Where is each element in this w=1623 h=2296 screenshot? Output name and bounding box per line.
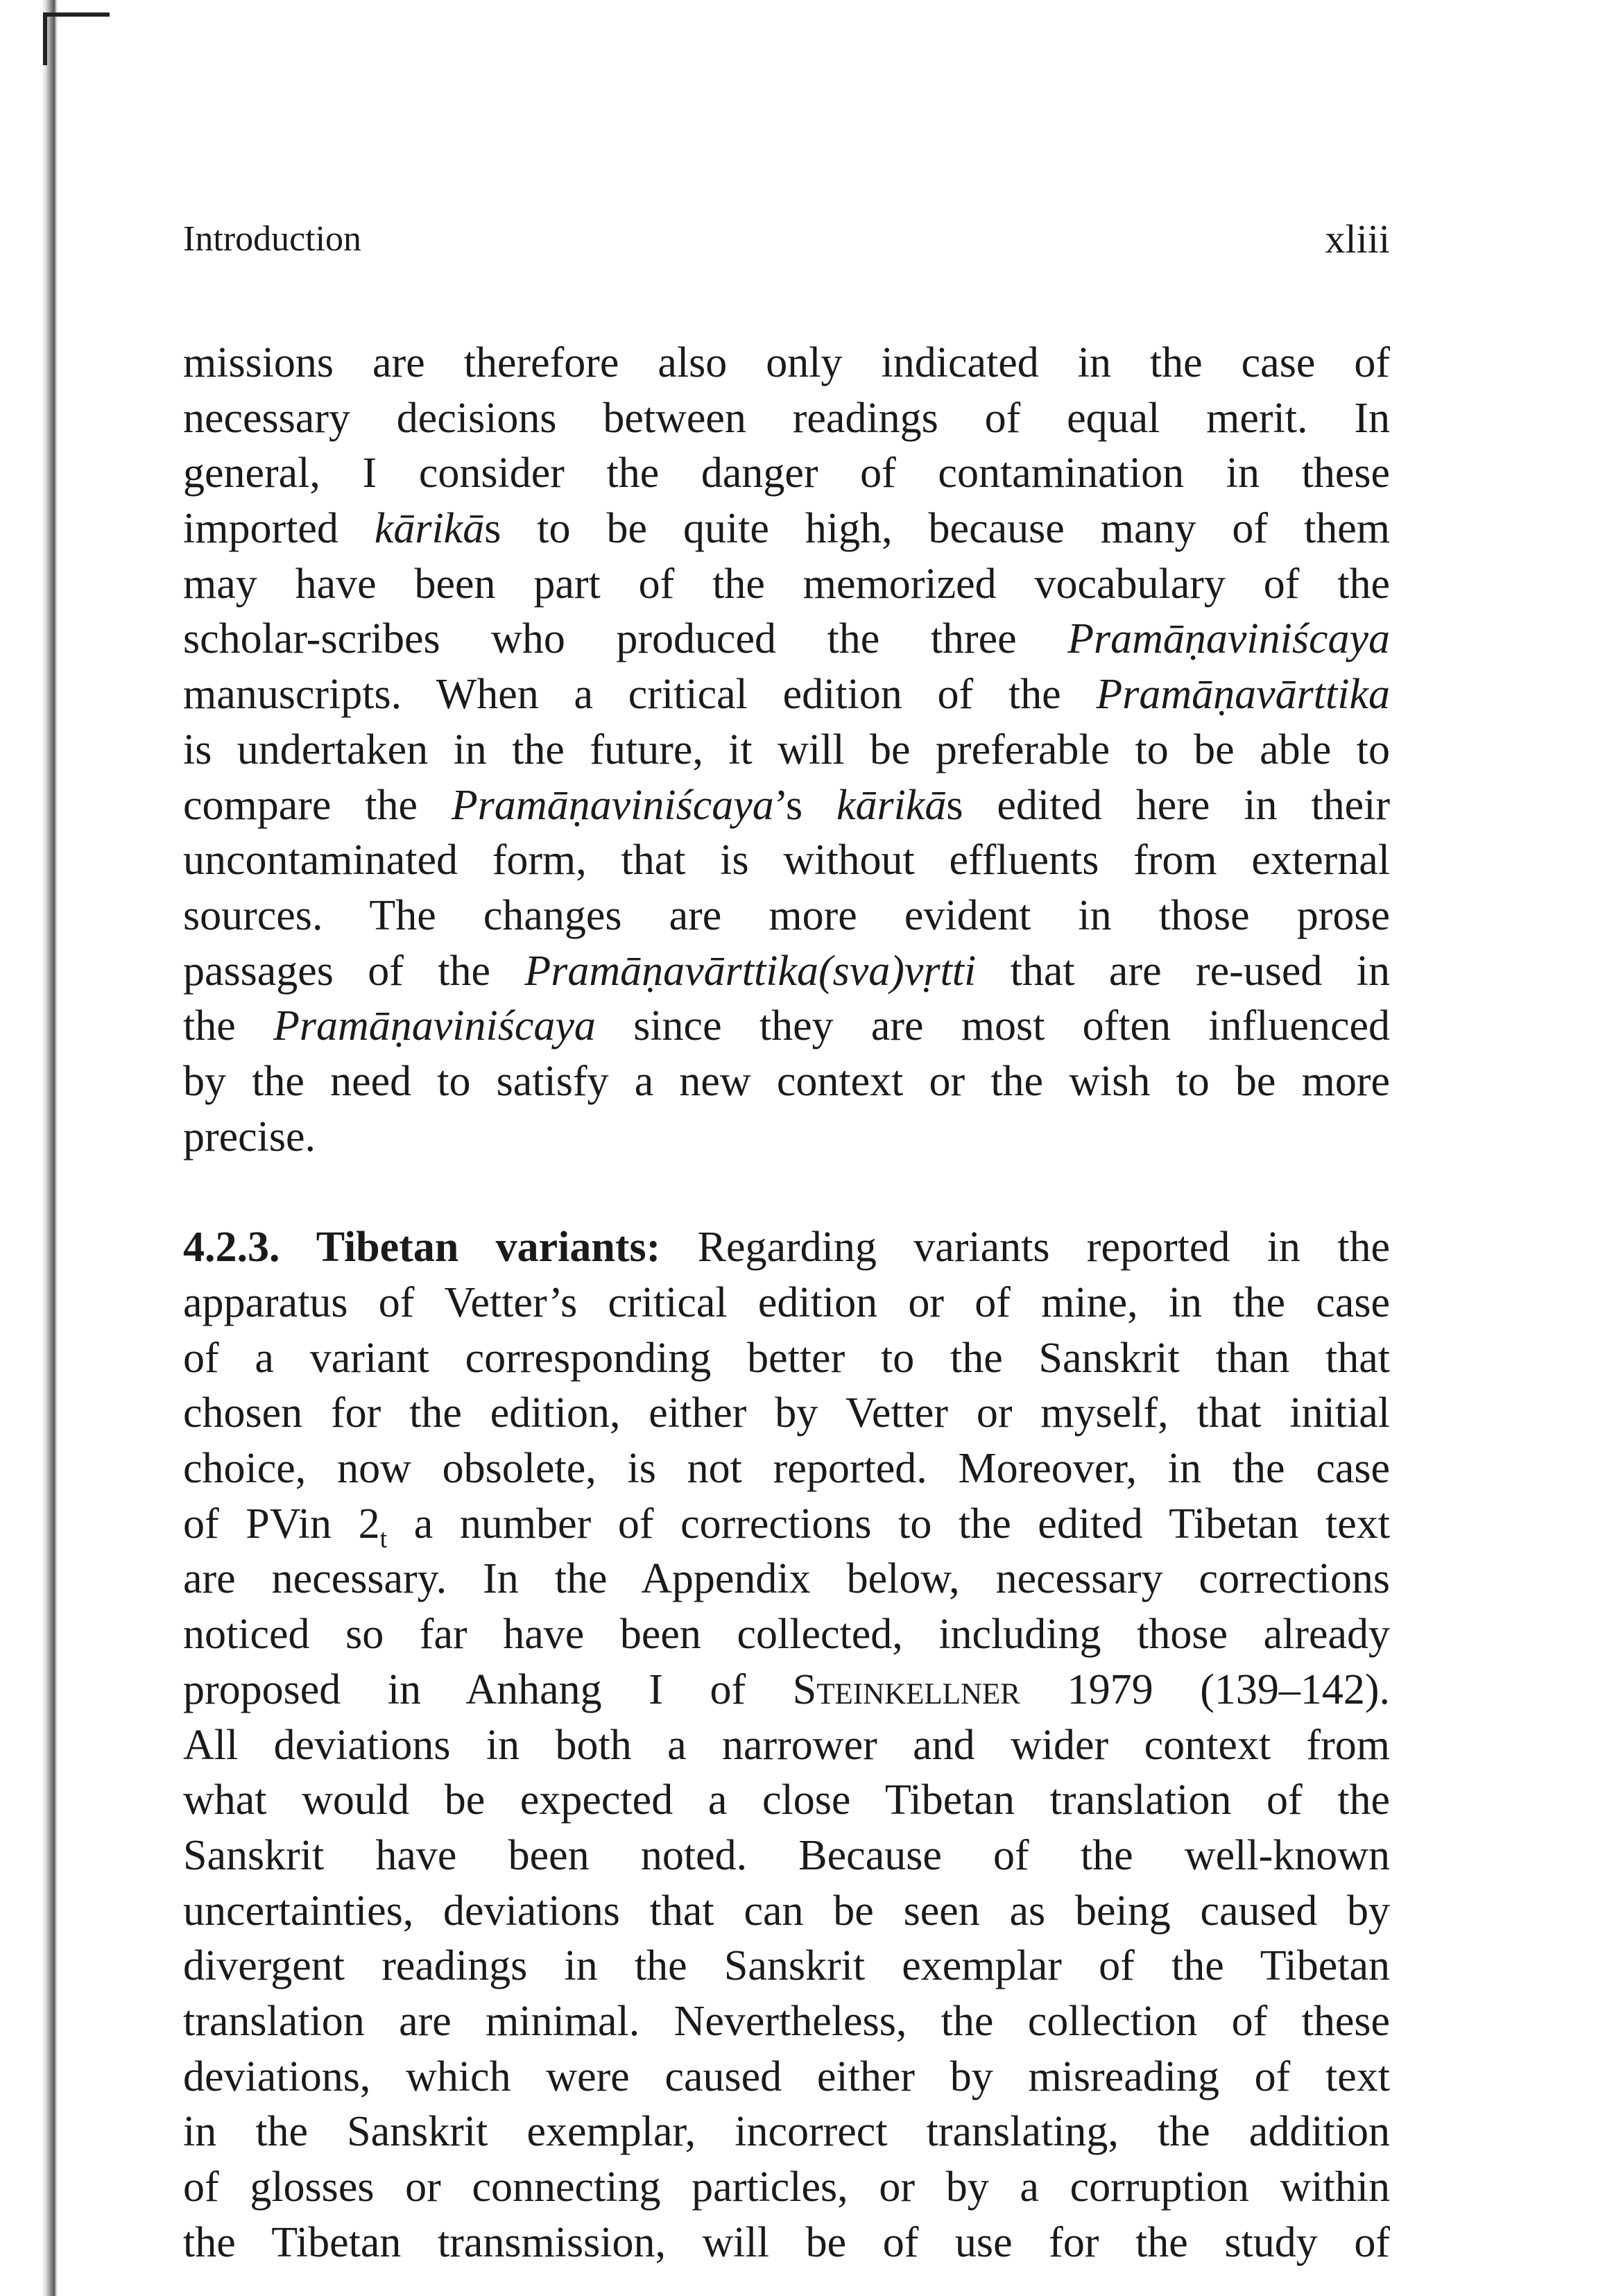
text-line: may have been part of the memorized vocabulary of the [183,560,1390,608]
text-line: deviations, which were caused either by misreading of text [183,2053,1390,2100]
text-line: missions are therefore also only indicated in the case of [183,339,1390,386]
text-line: manuscripts. When a critical edition of the Pramāṇavārttika [183,671,1390,719]
text-line: choice, now obsolete, is not reported. Moreover, in the case [183,1445,1390,1493]
running-head [183,208,1390,271]
text-line: sources. The changes are more evident in those prose [183,891,1390,939]
paragraph-2 [183,1220,1390,2270]
section-title: Introduction [183,219,362,259]
text-line: scholar-scribes who produced the three Pramāṇaviniścaya [183,615,1390,663]
text-line: chosen for the edition, either by Vetter or myself, that initial [183,1389,1390,1437]
text-line: translation are minimal. Nevertheless, the collection of these [183,1997,1390,2045]
text-line: the Pramāṇaviniścaya since they are most often influenced [183,1002,1390,1050]
text-line: general, I consider the danger of contamination in these [183,449,1390,497]
text-line: proposed in Anhang I of Steinkellner 1979 (139–142). [183,1665,1390,1713]
text-line: of PVin $2_t$ a number of corrections to the edited Tibetan text [183,1500,1390,1552]
text-line: compare the Pramāṇaviniścaya’s kārikās edited here in their [183,781,1390,829]
scan-corner-mark [43,12,110,65]
text-line: divergent readings in the Sanskrit exemplar of the Tibetan [183,1942,1390,1990]
author-citation: Steinkellner [792,1665,1020,1713]
text-line: in the Sanskrit exemplar, incorrect translating, the addition [183,2108,1390,2156]
text-line: passages of the Pramāṇavārttika(sva)vṛtti that are re-used in [183,947,1390,995]
text-line: the Tibetan transmission, will be of use for the study of [183,2218,1390,2266]
text-line: are necessary. In the Appendix below, necessary corrections [183,1555,1390,1603]
text-line: apparatus of Vetter’s critical edition or of mine, in the case [183,1279,1390,1326]
text-line: necessary decisions between readings of equal merit. In [183,394,1390,442]
text-line: uncontaminated form, that is without effluents from external [183,837,1390,884]
text-line: All deviations in both a narrower and wider context from [183,1721,1390,1769]
scan-binding-edge [0,0,58,2296]
text-line: of a variant corresponding better to the Sanskrit than that [183,1334,1390,1382]
text-line: uncertainties, deviations that can be seen as being caused by [183,1887,1390,1935]
paragraph-gap [183,1165,1390,1220]
body-text [183,336,1390,2270]
text-line: 4.2.3. Tibetan variants: Regarding variants reported in the [183,1224,1390,1271]
text-line: precise. [183,1113,316,1160]
text-line: what would be expected a close Tibetan translation of the [183,1776,1390,1824]
text-line: by the need to satisfy a new context or the wish to be more [183,1057,1390,1105]
page-number: xliii [1325,216,1390,262]
text-line: is undertaken in the future, it will be preferable to be able to [183,726,1390,773]
text-line: Sanskrit have been noted. Because of the well-known [183,1831,1390,1879]
paragraph-1 [183,336,1390,1165]
text-line: of glosses or connecting particles, or by a corruption within [183,2164,1390,2211]
section-heading: 4.2.3. Tibetan variants: [183,1224,661,1271]
text-line: imported kārikās to be quite high, because many of them [183,505,1390,553]
text-line: noticed so far have been collected, including those already [183,1611,1390,1659]
